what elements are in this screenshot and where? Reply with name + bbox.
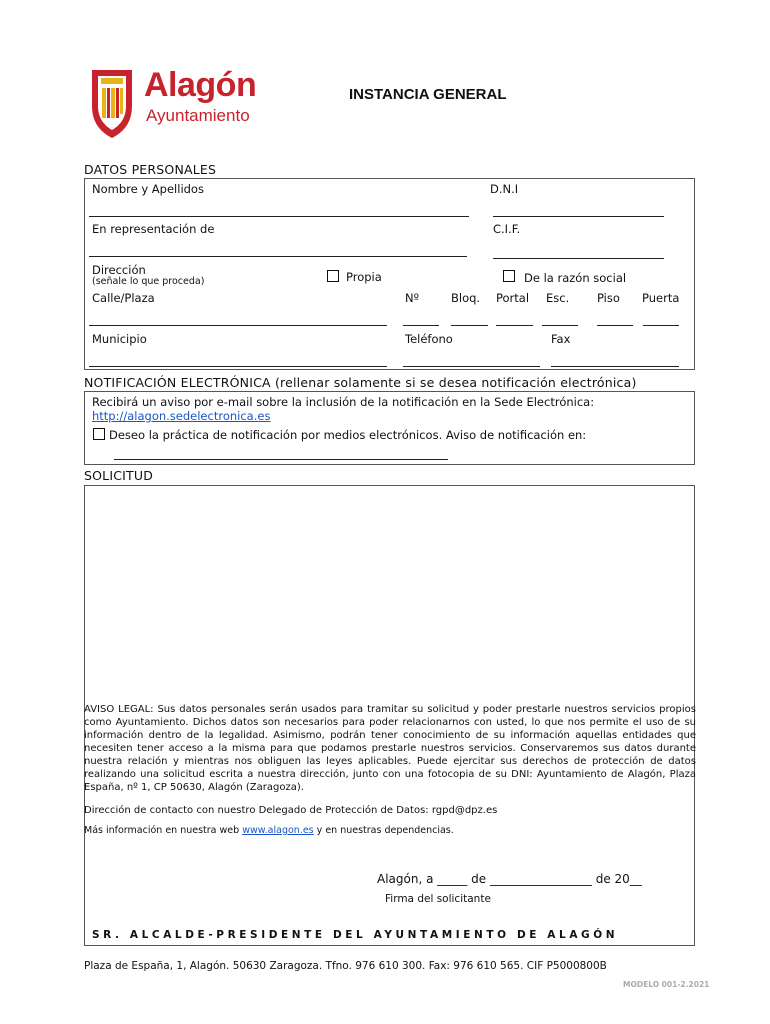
deseo-checkbox[interactable] [93,428,105,440]
aviso-notificacion-field[interactable] [114,459,448,460]
aviso-text: Recibirá un aviso por e-mail sobre la inclusión de la notificación en la Sede Electrónica: [92,395,595,409]
puerta-label: Puerta [642,291,680,305]
page-title: INSTANCIA GENERAL [349,86,507,103]
bloq-field[interactable] [451,325,488,326]
calle-label: Calle/Plaza [92,291,155,305]
dni-label: D.N.I [490,182,519,196]
representacion-field[interactable] [89,256,467,257]
propia-checkbox[interactable] [327,270,339,282]
razon-social-label: De la razón social [524,271,627,285]
telefono-field[interactable] [403,366,540,367]
municipio-field[interactable] [89,366,387,367]
section-title-solicitud: SOLICITUD [84,468,154,483]
mas-info-post: y en nuestras dependencias. [316,825,454,836]
portal-label: Portal [496,291,530,305]
num-field[interactable] [403,325,439,326]
razon-social-checkbox[interactable] [503,270,515,282]
fax-label: Fax [551,332,571,346]
cif-field[interactable] [493,258,664,259]
section-title-notificacion: NOTIFICACIÓN ELECTRÓNICA (rellenar solamente si se desea notificación electrónica) [84,375,637,390]
section-title-datos: DATOS PERSONALES [84,162,217,177]
logo-name: Alagón [144,66,257,104]
nombre-field[interactable] [89,216,469,217]
modelo-code: MODELO 001-2.2021 [623,980,710,989]
solicitud-textarea[interactable] [86,487,693,697]
contacto-dpd: Dirección de contacto con nuestro Delegado de Protección de Datos: rgpd@dpz.es [84,805,498,816]
calle-field[interactable] [89,325,387,326]
fecha-line: Alagón, a _____ de _________________ de 20__ [377,872,642,886]
nombre-label: Nombre y Apellidos [92,182,204,196]
logo-subtitle: Ayuntamiento [146,106,250,125]
aviso-legal: AVISO LEGAL: Sus datos personales serán usados para tramitar su solicitud y poder prestarle nuestros servicios propios como Ayuntamiento. Dichos datos son necesarios para poder relacionarnos con usted, lo que nos permite el uso de su información dentro de la legalidad. Asimismo, podrán tener conocimiento de su información aquellas entidades que necesiten tener acceso a la misma para que podamos prestarle nuestros servicios. Conservaremos sus datos durante nuestra relación y mientras nos obliguen las leyes aplicables. Puede ejercitar sus derechos de protección de datos realizando una solicitud escrita a nuestra dirección, junto con una fotocopia de su DNI: Ayuntamiento de Alagón, Plaza España, nº 1, CP 50630, Alagón (Zaragoza). [84,704,696,793]
esc-label: Esc. [546,291,570,305]
piso-label: Piso [597,291,620,305]
direccion-label: Dirección [92,263,146,277]
portal-field[interactable] [496,325,533,326]
web-link[interactable]: www.alagon.es [242,825,314,836]
sede-link[interactable]: http://alagon.sedelectronica.es [92,409,271,423]
esc-field[interactable] [542,325,578,326]
piso-field[interactable] [597,325,633,326]
telefono-label: Teléfono [405,332,453,346]
mas-info [84,825,454,836]
representacion-label: En representación de [92,222,215,236]
bloq-label: Bloq. [451,291,481,305]
cif-label: C.I.F. [493,222,521,236]
municipio-label: Municipio [92,332,147,346]
firma-label: Firma del solicitante [385,893,491,905]
coat-of-arms-icon [88,66,136,140]
dni-field[interactable] [493,216,664,217]
senale-note: (señale lo que proceda) [92,276,205,287]
mas-info-text: Más información en nuestra web [84,825,240,836]
puerta-field[interactable] [643,325,679,326]
logo [88,66,263,140]
deseo-label: Deseo la práctica de notificación por medios electrónicos. Aviso de notificación en: [109,428,587,442]
destinatario: SR. ALCALDE-PRESIDENTE DEL AYUNTAMIENTO DE ALAGÓN [92,929,619,941]
fax-field[interactable] [551,366,679,367]
footer-address: Plaza de España, 1, Alagón. 50630 Zaragoza. Tfno. 976 610 300. Fax: 976 610 565. CIF P5000800B [84,960,607,972]
propia-label: Propia [346,270,382,284]
num-label: Nº [405,291,420,305]
